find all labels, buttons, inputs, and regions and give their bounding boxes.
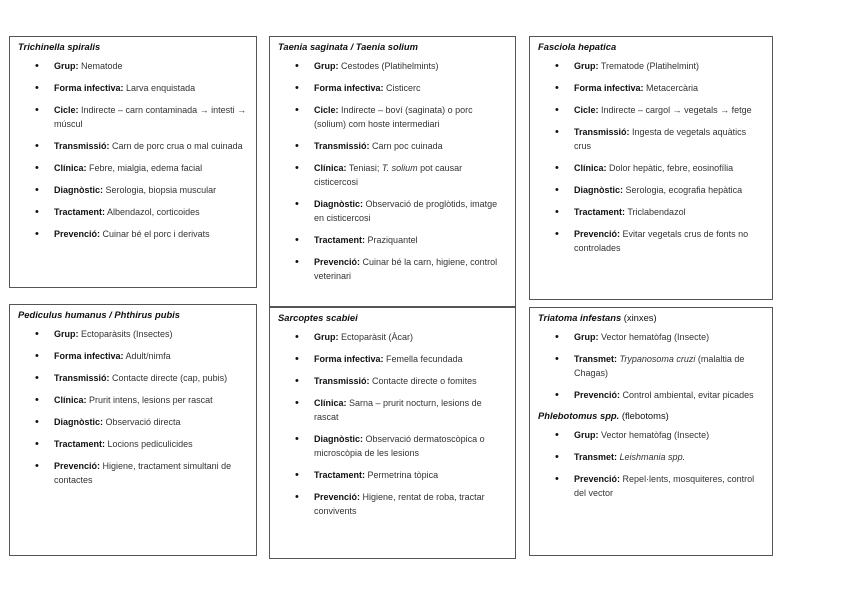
list-item: • Forma infectiva: Larva enquistada [18,81,248,95]
list-item: • Cicle: Indirecte – cargol → vegetals → fetge [538,103,764,117]
card-title: Fasciola hepatica [538,41,617,52]
list-item: • Prevenció: Cuinar bé el porc i derivats [18,227,248,241]
list-item: • Grup: Vector hematòfag (Insecte) [538,428,764,442]
list-item: • Transmissió: Carn de porc crua o mal cuinada [18,139,248,153]
list-item: • Prevenció: Higiene, tractament simultani de contactes [18,459,248,487]
card-title: Pediculus humanus / Phthirus pubis [18,309,180,320]
list-item: • Grup: Cestodes (Platihelmints) [278,59,507,73]
fact-list [278,330,507,518]
fact-list [18,327,248,487]
list-item: • Clínica: Sarna – prurit nocturn, lesions de rascat [278,396,507,424]
list-item: • Grup: Trematode (Platihelmint) [538,59,764,73]
list-item: • Clínica: Prurit intens, lesions per rascat [18,393,248,407]
list-item: • Tractament: Albendazol, corticoides [18,205,248,219]
list-item: • Grup: Vector hematòfag (Insecte) [538,330,764,344]
card-taenia [269,36,516,307]
list-item: • Diagnòstic: Observació directa [18,415,248,429]
card-pediculus [9,304,257,556]
fact-list [538,330,764,402]
list-item: • Clínica: Dolor hepàtic, febre, eosinofília [538,161,764,175]
list-item: • Prevenció: Higiene, rentat de roba, tractar convivents [278,490,507,518]
list-item: • Transmissió: Contacte directe o fomites [278,374,507,388]
fact-list [18,59,248,241]
list-item: • Transmissió: Ingesta de vegetals aquàtics crus [538,125,764,153]
list-item: • Transmissió: Contacte directe (cap, pubis) [18,371,248,385]
fact-list [278,59,507,283]
card-title: Triatoma infestans (xinxes) [538,312,657,323]
list-item: • Forma infectiva: Femella fecundada [278,352,507,366]
list-item: • Prevenció: Control ambiental, evitar picades [538,388,764,402]
list-item: • Tractament: Praziquantel [278,233,507,247]
list-item: • Grup: Ectoparàsit (Àcar) [278,330,507,344]
list-item: • Prevenció: Repel·lents, mosquiteres, control del vector [538,472,764,500]
list-item: • Forma infectiva: Metacercària [538,81,764,95]
card-fasciola [529,36,773,300]
list-item: • Prevenció: Evitar vegetals crus de fonts no controlades [538,227,764,255]
list-item: • Transmissió: Carn poc cuinada [278,139,507,153]
list-item: • Diagnòstic: Observació dermatoscòpica o microscòpia de les lesions [278,432,507,460]
card-title: Trichinella spiralis [18,41,101,52]
card-title: Sarcoptes scabiei [278,312,358,323]
list-item: • Transmet: Trypanosoma cruzi (malaltia de Chagas) [538,352,764,380]
list-item: • Tractament: Triclabendazol [538,205,764,219]
card-subtitle: Phlebotomus spp. (flebotoms) [538,410,669,421]
list-item: • Forma infectiva: Adult/nimfa [18,349,248,363]
card-vectors [529,307,773,556]
list-item: • Diagnòstic: Serologia, biopsia muscular [18,183,248,197]
fact-list [538,428,764,500]
list-item: • Diagnòstic: Observació de proglòtids, imatge en cisticercosi [278,197,507,225]
list-item: • Transmet: Leishmania spp. [538,450,764,464]
card-title: Taenia saginata / Taenia solium [278,41,418,52]
card-sarcoptes [269,307,516,559]
card-trichinella [9,36,257,288]
fact-list [538,59,764,255]
list-item: • Tractament: Permetrina tòpica [278,468,507,482]
list-item: • Clínica: Teniasi; T. solium pot causar cisticercosi [278,161,507,189]
list-item: • Grup: Ectoparàsits (Insectes) [18,327,248,341]
list-item: • Tractament: Locions pediculicides [18,437,248,451]
list-item: • Cicle: Indirecte – carn contaminada → intesti → múscul [18,103,248,131]
list-item: • Prevenció: Cuinar bé la carn, higiene, control veterinari [278,255,507,283]
list-item: • Forma infectiva: Cisticerc [278,81,507,95]
list-item: • Grup: Nematode [18,59,248,73]
list-item: • Cicle: Indirecte – boví (saginata) o porc (solium) com hoste intermediari [278,103,507,131]
list-item: • Clínica: Febre, mialgia, edema facial [18,161,248,175]
list-item: • Diagnòstic: Serologia, ecografia hepàtica [538,183,764,197]
